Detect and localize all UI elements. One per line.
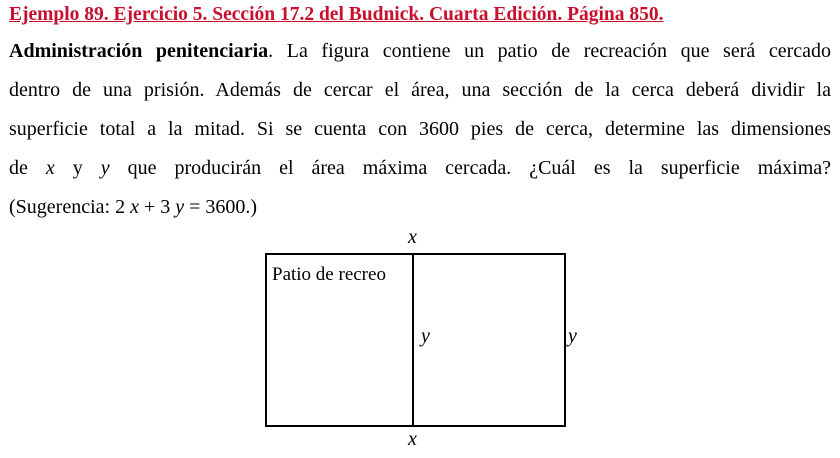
exercise-title: Ejemplo 89. Ejercicio 5. Sección 17.2 del Budnick. Cuarta Edición. Página 850. xyxy=(9,4,664,25)
figure-label-y-right: y xyxy=(568,325,577,347)
problem-line-1 xyxy=(9,40,831,63)
problem-line-2: dentro de una prisión. Además de cercar el área, una sección de la cerca deberá dividir la xyxy=(9,79,831,101)
problem-text-4c: que producirán el área máxima cercada. ¿Cuál es la superficie máxima? xyxy=(127,157,832,179)
hint-text-b: + 3 xyxy=(143,196,171,218)
hint-variable-y: y xyxy=(175,196,185,218)
hint-line xyxy=(9,196,831,219)
variable-x: x xyxy=(45,157,55,179)
figure-label-y-middle: y xyxy=(421,325,430,347)
problem-text-4a: de xyxy=(9,157,28,179)
problem-text-1: . La figura contiene un patio de recreación que será cercado xyxy=(268,40,831,62)
hint-text-c: = 3600.) xyxy=(189,196,258,218)
hint-text-a: (Sugerencia: 2 xyxy=(9,196,126,218)
problem-line-3: superficie total a la mitad. Si se cuenta con 3600 pies de cerca, determine las dimensiones xyxy=(9,118,831,140)
problem-text-4b: y xyxy=(72,157,83,179)
figure-label-x-top: x xyxy=(408,226,417,248)
hint-variable-x: x xyxy=(130,196,139,218)
patio-label: Patio de recreo xyxy=(272,264,386,285)
problem-line-4 xyxy=(9,157,831,180)
variable-y: y xyxy=(100,157,110,179)
problem-heading: Administración penitenciaria xyxy=(9,40,269,62)
fence-divider xyxy=(412,253,414,427)
figure-label-x-bottom: x xyxy=(408,428,417,450)
